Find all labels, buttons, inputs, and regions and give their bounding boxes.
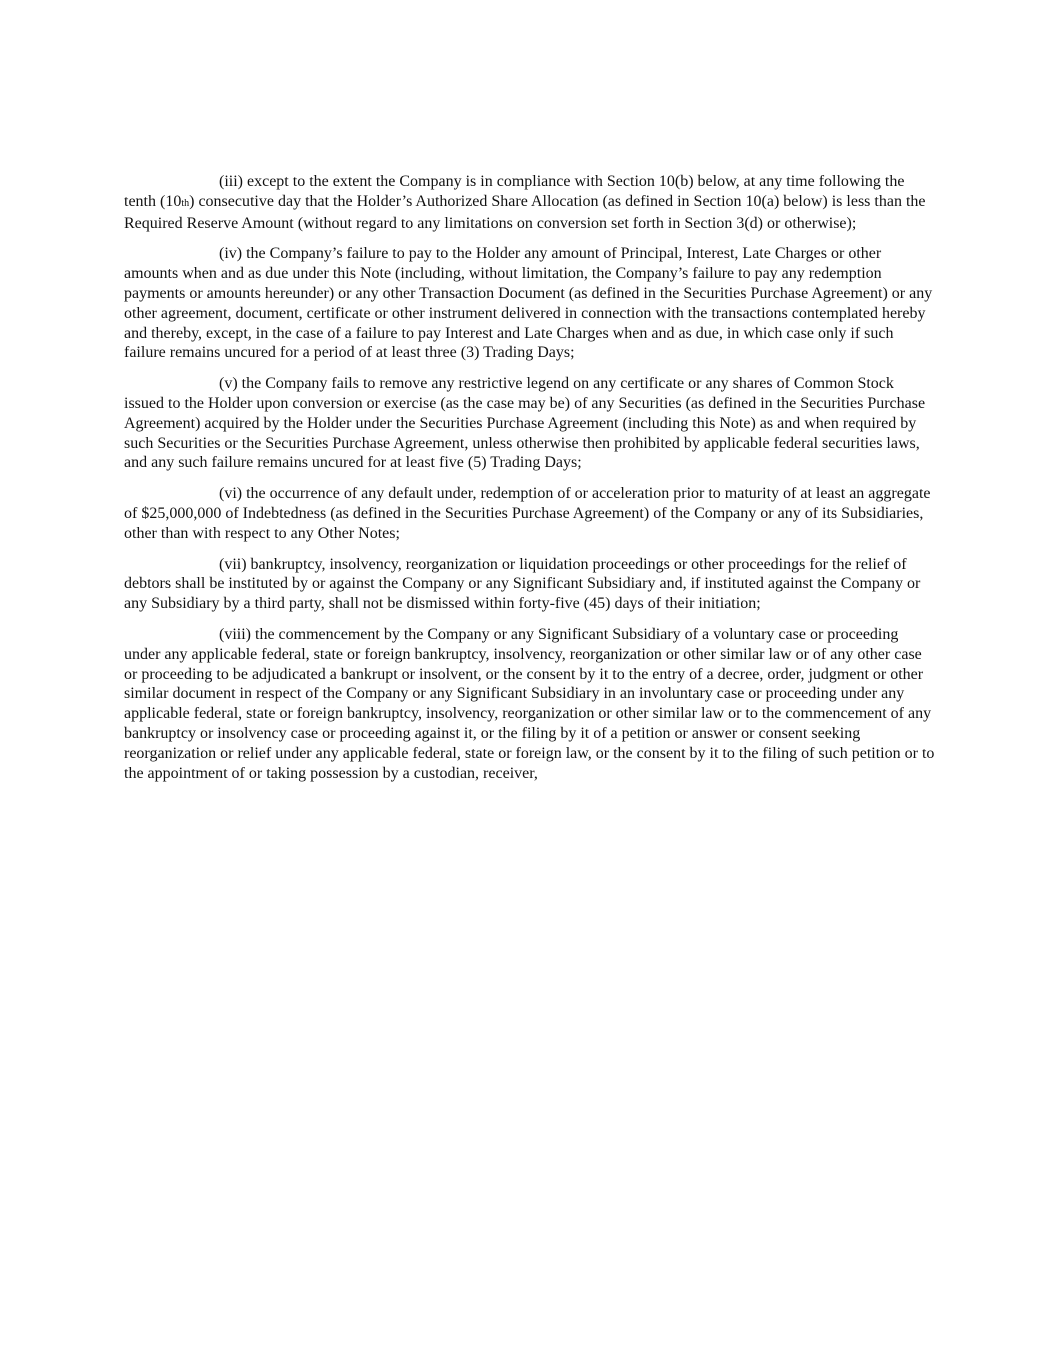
ordinal-suffix: th	[181, 197, 190, 209]
paragraph-vii: (vii) bankruptcy, insolvency, reorganization or liquidation proceedings or other proceedings for the relief of debtors shall be instituted by or against the Company or any Significant Subsidiary and, if instituted against the Company or any Subsidiary by a third party, shall not be dismissed within forty-five (45) days of their initiation;	[124, 555, 921, 613]
paragraph-viii: (viii) the commencement by the Company or any Significant Subsidiary of a voluntary case or proceeding under any applicable federal, state or foreign bankruptcy, insolvency, reorganization or other similar law or of any other case or proceeding to be adjudicated a bankrupt or insolvent, or the consent by it to the entry of a decree, order, judgment or other similar document in respect of the Company or any Significant Subsidiary in an involuntary case or proceeding under any applicable federal, state or foreign bankruptcy, insolvency, reorganization or other similar law or to the commencement of any bankruptcy or insolvency case or proceeding against it, or the filing by it of a petition or answer or consent seeking reorganization or relief under any applicable federal, state or foreign law, or the consent by it to the filing of such petition or to the appointment of or taking possession by a custodian, receiver,	[124, 625, 935, 782]
paragraph-iv: (iv) the Company’s failure to pay to the Holder any amount of Principal, Interest, Late Charges or other amounts when and as due under this Note (including, without limitation, the Company’s failure to pay any redemption payments or amounts hereunder) or any other Transaction Document (as defined in the Securities Purchase Agreement) or any other agreement, document, certificate or other instrument delivered in connection with the transactions contemplated hereby and thereby, except, in the case of a failure to pay Interest and Late Charges when and as due, in which case only if such failure remains uncured for a period of at least three (3) Trading Days;	[124, 245, 933, 362]
document-page	[124, 172, 936, 794]
paragraph-iii-text-end: ) consecutive day that the Holder’s Authorized Share Allocation (as defined in Section 10(a) below) is less than the Required Reserve Amount (without regard to any limitations on conversion set forth in Section 3(d) or otherwise);	[124, 192, 926, 232]
paragraph-iii	[124, 172, 936, 233]
paragraph-vi: (vi) the occurrence of any default under, redemption of or acceleration prior to maturity of at least an aggregate of $25,000,000 of Indebtedness (as defined in the Securities Purchase Agreement) of the Company or any of its Subsidiaries, other than with respect to any Other Notes;	[124, 485, 931, 542]
paragraph-iii-text-start: (iii) except to the extent the Company is in compliance with Section 10(b) below, at any time following the tenth (10	[124, 173, 905, 210]
paragraph-v: (v) the Company fails to remove any restrictive legend on any certificate or any shares of Common Stock issued to the Holder upon conversion or exercise (as the case may be) of any Securities (as defined in the Securities Purchase Agreement) acquired by the Holder under the Securities Purchase Agreement (including this Note) as and when required by such Securities or the Securities Purchase Agreement, unless otherwise then prohibited by applicable federal securities laws, and any such failure remains uncured for at least five (5) Trading Days;	[124, 375, 926, 472]
